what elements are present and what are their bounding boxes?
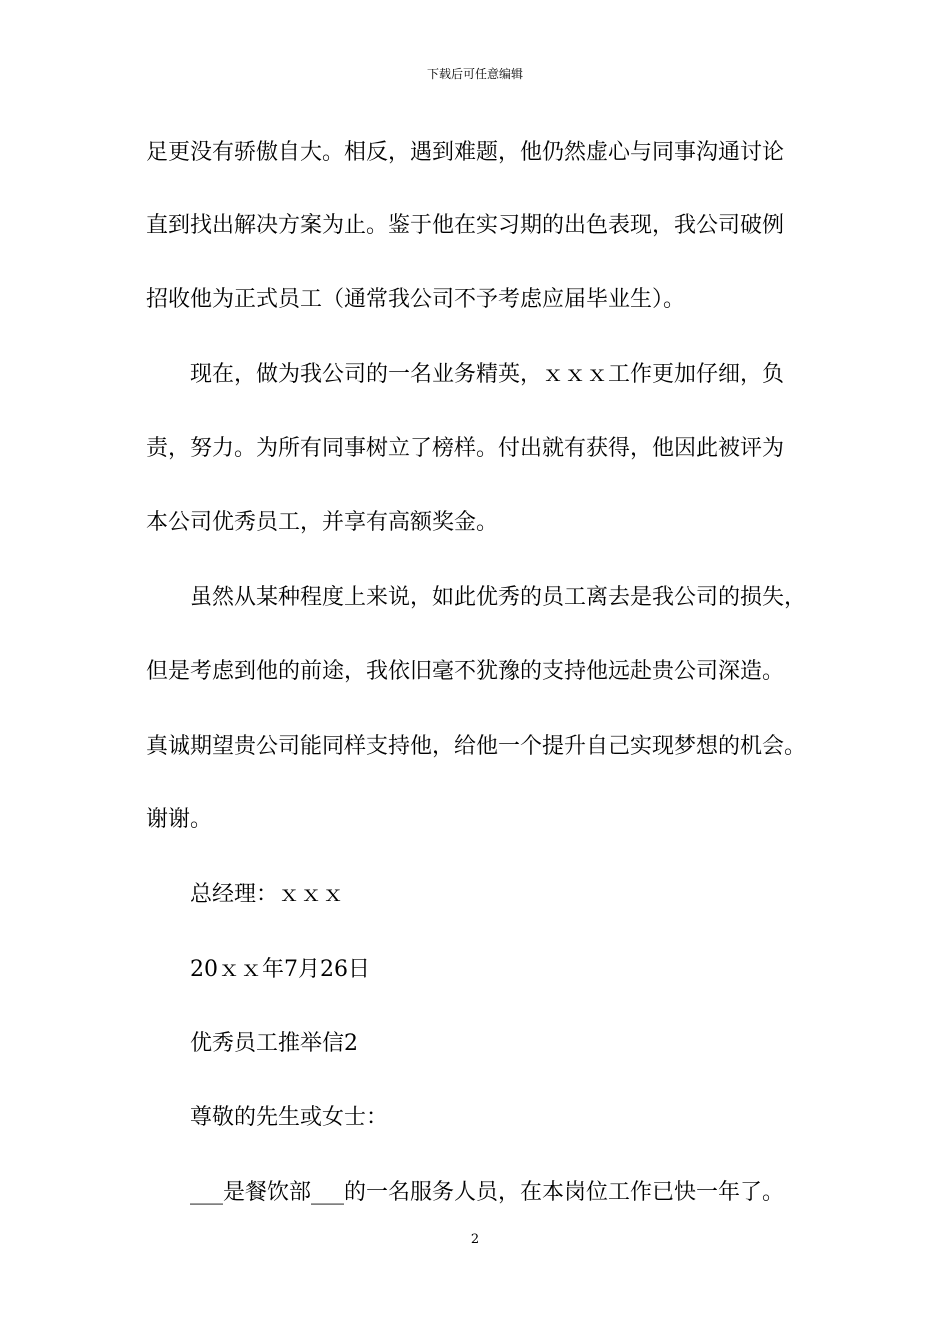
text-line: 本公司优秀员工，并享有高额奖金。: [146, 510, 499, 535]
paragraph-start-line: 虽然从某种程度上来说，如此优秀的员工离去是我公司的损失，: [190, 585, 807, 610]
signature-line: 总经理：ｘｘｘ: [190, 882, 345, 907]
paragraph-start-line: 现在，做为我公司的一名业务精英，ｘｘｘ工作更加仔细，负: [190, 362, 785, 387]
section-title: 优秀员工推举信2: [190, 1031, 358, 1056]
text-line: 谢谢。: [146, 807, 213, 832]
text-line: 直到找出解决方案为止。鉴于他在实习期的出色表现，我公司破例: [146, 213, 785, 238]
page-header: 下载后可任意编辑: [426, 67, 523, 81]
text-line: 责，努力。为所有同事树立了榜样。付出就有获得，他因此被评为: [146, 436, 785, 461]
text-line: 招收他为正式员工（通常我公司不予考虑应届毕业生）。: [146, 287, 686, 312]
paragraph-start-line: ___是餐饮部___的一名服务人员，在本岗位工作已快一年了。: [190, 1180, 785, 1205]
text-line: 真诚期望贵公司能同样支持他，给他一个提升自己实现梦想的机会。: [146, 734, 807, 759]
date-line: 20ｘｘ年7月26日: [190, 957, 370, 982]
text-line: 但是考虑到他的前途，我依旧毫不犹豫的支持他远赴贵公司深造。: [146, 659, 785, 684]
text-line: 足更没有骄傲自大。相反，遇到难题，他仍然虚心与同事沟通讨论: [146, 140, 785, 165]
salutation-line: 尊敬的先生或女士：: [190, 1105, 389, 1130]
page-number: 2: [470, 1232, 480, 1247]
